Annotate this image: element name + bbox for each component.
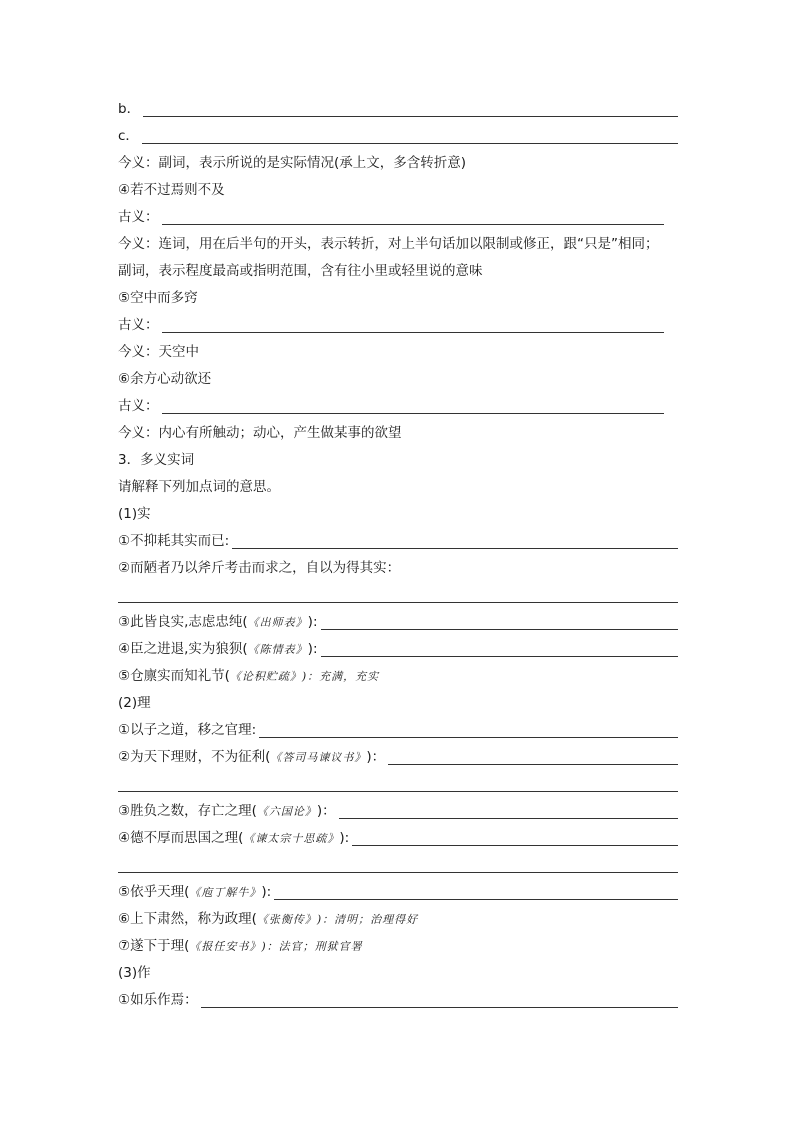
blank-b[interactable] xyxy=(143,104,678,117)
text-s2-4: ④德不厚而思国之理( xyxy=(118,830,244,846)
question-2-5 xyxy=(118,876,678,903)
text-s1-3-end: ): xyxy=(307,614,318,630)
answer-s1-5: )：充满，充实 xyxy=(301,670,380,683)
sub-heading xyxy=(118,498,678,525)
question-2-1 xyxy=(118,714,678,741)
heading-zuo: (3)作 xyxy=(118,965,151,981)
text-item5: ⑤空中而多窍 xyxy=(118,290,198,306)
instruction-text: 请解释下列加点词的意思。 xyxy=(118,479,280,495)
source-s1-4: 《陈情表》 xyxy=(247,643,308,656)
question-1-1 xyxy=(118,525,678,552)
text-s2-5: ⑤依乎天理( xyxy=(118,884,190,900)
text-s2-2-end: )： xyxy=(366,749,386,765)
text-s2-7: ⑦遂下于理( xyxy=(118,938,190,954)
text-s2-5-end: ): xyxy=(261,884,272,900)
question-2-2 xyxy=(118,741,678,768)
text-s2-3-end: )： xyxy=(316,803,336,819)
heading-shi: (1)实 xyxy=(118,506,151,522)
guyi-label: 古义： xyxy=(118,209,159,225)
heading-li: (2)理 xyxy=(118,695,151,711)
text-s1-2: ②而陋者乃以斧斤考击而求之，自以为得其实： xyxy=(118,560,401,576)
text-s2-2: ②为天下理财，不为征利( xyxy=(118,749,271,765)
guyi-line-5 xyxy=(118,309,678,336)
text-jinyi2a: 今义：连词，用在后半句的开头，表示转折，对上半句话加以限制或修正，跟“只是”相同； xyxy=(118,236,659,252)
label-b: b． xyxy=(118,101,141,117)
blank-s2-1[interactable] xyxy=(259,725,678,738)
text-jinyi4: 今义：内心有所触动；动心，产生做某事的欲望 xyxy=(118,425,402,441)
source-s2-4: 《谏太宗十思疏》 xyxy=(243,832,340,845)
text-s1-4: ④臣之进退,实为狼狈( xyxy=(118,641,248,657)
question-1-3 xyxy=(118,606,678,633)
blank-guyi-5[interactable] xyxy=(162,320,664,333)
item-4 xyxy=(118,174,678,201)
question-2-6 xyxy=(118,903,678,930)
jinyi-text xyxy=(118,255,678,282)
text-s1-4-end: ): xyxy=(307,641,318,657)
blank-guyi-6[interactable] xyxy=(162,401,664,414)
text-jinyi1: 今义：副词，表示所说的是实际情况(承上文，多含转折意) xyxy=(118,155,467,171)
source-s2-6: 《张衡传》 xyxy=(256,913,317,926)
section-3-title: 3．多义实词 xyxy=(118,452,195,468)
question-2-7 xyxy=(118,930,678,957)
blank-s2-2[interactable] xyxy=(388,752,678,765)
blank-s2-2b[interactable] xyxy=(118,779,678,792)
blank-s2-4b[interactable] xyxy=(118,860,678,873)
answer-line-c xyxy=(118,120,678,147)
blank-row xyxy=(118,768,678,795)
source-s2-7: 《报任安书》 xyxy=(189,940,262,953)
source-s2-5: 《庖丁解牛》 xyxy=(189,886,262,899)
item-6 xyxy=(118,363,678,390)
blank-s2-5[interactable] xyxy=(274,887,678,900)
question-2-3 xyxy=(118,795,678,822)
blank-s1-3[interactable] xyxy=(321,617,679,630)
source-s1-3: 《出师表》 xyxy=(247,616,308,629)
blank-s3-1[interactable] xyxy=(201,995,678,1008)
jinyi-text xyxy=(118,336,678,363)
question-2-4 xyxy=(118,822,678,849)
source-s2-3: 《六国论》 xyxy=(256,805,317,818)
text-item6: ⑥余方心动欲还 xyxy=(118,371,212,387)
jinyi-text xyxy=(118,147,678,174)
text-s2-4-end: ): xyxy=(339,830,350,846)
question-1-4 xyxy=(118,633,678,660)
question-1-2 xyxy=(118,552,678,579)
text-item4: ④若不过焉则不及 xyxy=(118,182,225,198)
blank-c[interactable] xyxy=(142,131,678,144)
text-jinyi3: 今义：天空中 xyxy=(118,344,199,360)
blank-row xyxy=(118,849,678,876)
guyi-label: 古义： xyxy=(118,317,159,333)
answer-s2-7: )：法官；刑狱官署 xyxy=(261,940,363,953)
sub-heading xyxy=(118,687,678,714)
item-5 xyxy=(118,282,678,309)
instruction xyxy=(118,471,678,498)
text-s1-5: ⑤仓廪实而知礼节( xyxy=(118,668,230,684)
section-heading xyxy=(118,444,678,471)
blank-row xyxy=(118,579,678,606)
answer-line-b xyxy=(118,93,678,120)
text-s2-6: ⑥上下肃然，称为政理( xyxy=(118,911,257,927)
blank-s2-4[interactable] xyxy=(352,833,678,846)
jinyi-text xyxy=(118,417,678,444)
guyi-line-6 xyxy=(118,390,678,417)
sub-heading xyxy=(118,957,678,984)
question-1-5 xyxy=(118,660,678,687)
blank-s1-4[interactable] xyxy=(321,644,679,657)
worksheet-page xyxy=(118,93,678,1011)
text-s2-3: ③胜负之数，存亡之理( xyxy=(118,803,257,819)
text-s1-3: ③此皆良实,志虑忠纯( xyxy=(118,614,248,630)
text-s3-1: ①如乐作焉： xyxy=(118,992,198,1008)
text-s2-1: ①以子之道，移之官理: xyxy=(118,722,257,738)
jinyi-text xyxy=(118,228,678,255)
blank-s1-1[interactable] xyxy=(232,536,678,549)
question-3-1 xyxy=(118,984,678,1011)
source-s1-5: 《论积贮疏》 xyxy=(229,670,302,683)
guyi-label: 古义： xyxy=(118,398,159,414)
text-s1-1: ①不抑耗其实而已: xyxy=(118,533,230,549)
blank-s1-2[interactable] xyxy=(118,590,678,603)
text-jinyi2b: 副词，表示程度最高或指明范围，含有往小里或轻里说的意味 xyxy=(118,263,483,279)
blank-guyi-4[interactable] xyxy=(162,212,664,225)
answer-s2-6: )：清明；治理得好 xyxy=(316,913,419,926)
source-s2-2: 《答司马谏议书》 xyxy=(270,751,367,764)
label-c: c． xyxy=(118,128,139,144)
guyi-line-4 xyxy=(118,201,678,228)
blank-s2-3[interactable] xyxy=(339,806,678,819)
